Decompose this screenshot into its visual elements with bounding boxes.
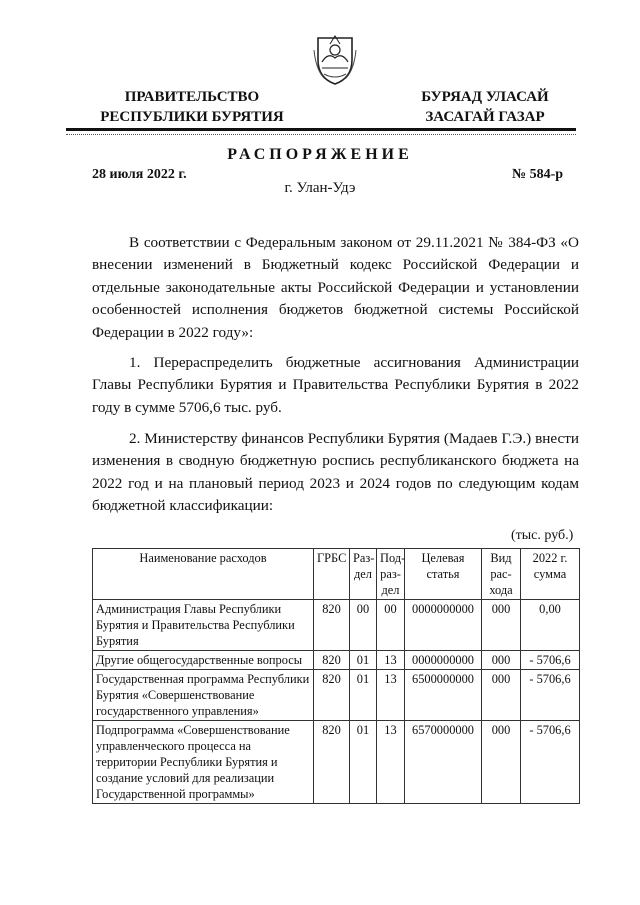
paragraph-item-1: 1. Перераспределить бюджетные ассигнования Администрации Главы Республики Бурятия и Правительства Республики Бурятия в 2022 году в сумме 5706,6 тыс. руб. [92,354,579,416]
cell-name: Государственная программа Республики Бурятия «Совершенствование государственного управления» [93,670,314,721]
header-sum: 2022 г. сумма [521,549,580,600]
document-number: № 584-р [512,167,564,182]
cell-sum: - 5706,6 [521,721,580,804]
document-title: РАСПОРЯЖЕНИЕ [227,146,413,163]
org-name-russian [92,87,292,127]
cell-podrazdel: 00 [377,600,405,651]
org-name-line: ЗАСАГАЙ ГАЗАР [425,109,545,125]
coat-of-arms-emblem-icon [310,30,360,86]
cell-razdel: 01 [350,651,377,670]
header-razdel: Раз-дел [350,549,377,600]
cell-vid: 000 [482,651,521,670]
cell-grbs: 820 [314,670,350,721]
cell-name: Администрация Главы Республики Бурятия и Правительства Республики Бурятия [93,600,314,651]
cell-sum: - 5706,6 [521,651,580,670]
cell-target: 0000000000 [405,651,482,670]
document-city: г. Улан-Удэ [284,180,356,196]
cell-vid: 000 [482,670,521,721]
paragraph-preamble: В соответствии с Федеральным законом от 29.11.2021 № 384-ФЗ «О внесении изменений в Бюджетный кодекс Российской Федерации и отдельные законодательные акты Российской Федерации и установлении особенностей исполнения бюджетов бюджетной системы Российской Федерации в 2022 году»: [92,234,579,341]
cell-sum: - 5706,6 [521,670,580,721]
header-target: Целевая статья [405,549,482,600]
table-row [93,721,580,804]
org-name-buryat [410,87,560,127]
table-row [93,670,580,721]
cell-target: 0000000000 [405,600,482,651]
table-units: (тыс. руб.) [511,528,574,543]
cell-vid: 000 [482,721,521,804]
header-vid: Вид рас-хода [482,549,521,600]
header-podrazdel: Под-раз-дел [377,549,405,600]
table-row [93,600,580,651]
org-name-line: ПРАВИТЕЛЬСТВО [124,89,260,105]
cell-target: 6500000000 [405,670,482,721]
header-divider-thick [66,128,576,131]
header-grbs: ГРБС [314,549,350,600]
cell-name: Другие общегосударственные вопросы [93,651,314,670]
cell-target: 6570000000 [405,721,482,804]
table-header-row [93,549,580,600]
org-name-line: БУРЯАД УЛАСАЙ [421,89,549,105]
cell-grbs: 820 [314,651,350,670]
cell-podrazdel: 13 [377,651,405,670]
org-name-line: РЕСПУБЛИКИ БУРЯТИЯ [100,109,284,125]
header-name: Наименование расходов [93,549,314,600]
paragraph-item-2: 2. Министерству финансов Республики Бурятия (Мадаев Г.Э.) внести изменения в сводную бюджетную роспись республиканского бюджета на 2022 год и на плановый период 2023 и 2024 годов по следующим кодам бюджетной классификации: [92,430,579,515]
table-row [93,651,580,670]
header-divider-dotted [66,134,576,135]
cell-grbs: 820 [314,721,350,804]
cell-grbs: 820 [314,600,350,651]
budget-table [92,548,580,804]
cell-razdel: 01 [350,721,377,804]
cell-razdel: 00 [350,600,377,651]
cell-vid: 000 [482,600,521,651]
document-date: 28 июля 2022 г. [92,167,187,182]
cell-sum: 0,00 [521,600,580,651]
cell-razdel: 01 [350,670,377,721]
cell-podrazdel: 13 [377,670,405,721]
cell-name: Подпрограмма «Совершенствование управленческого процесса на территории Республики Бурятия и создание условий для реализации Государственной программы» [93,721,314,804]
cell-podrazdel: 13 [377,721,405,804]
